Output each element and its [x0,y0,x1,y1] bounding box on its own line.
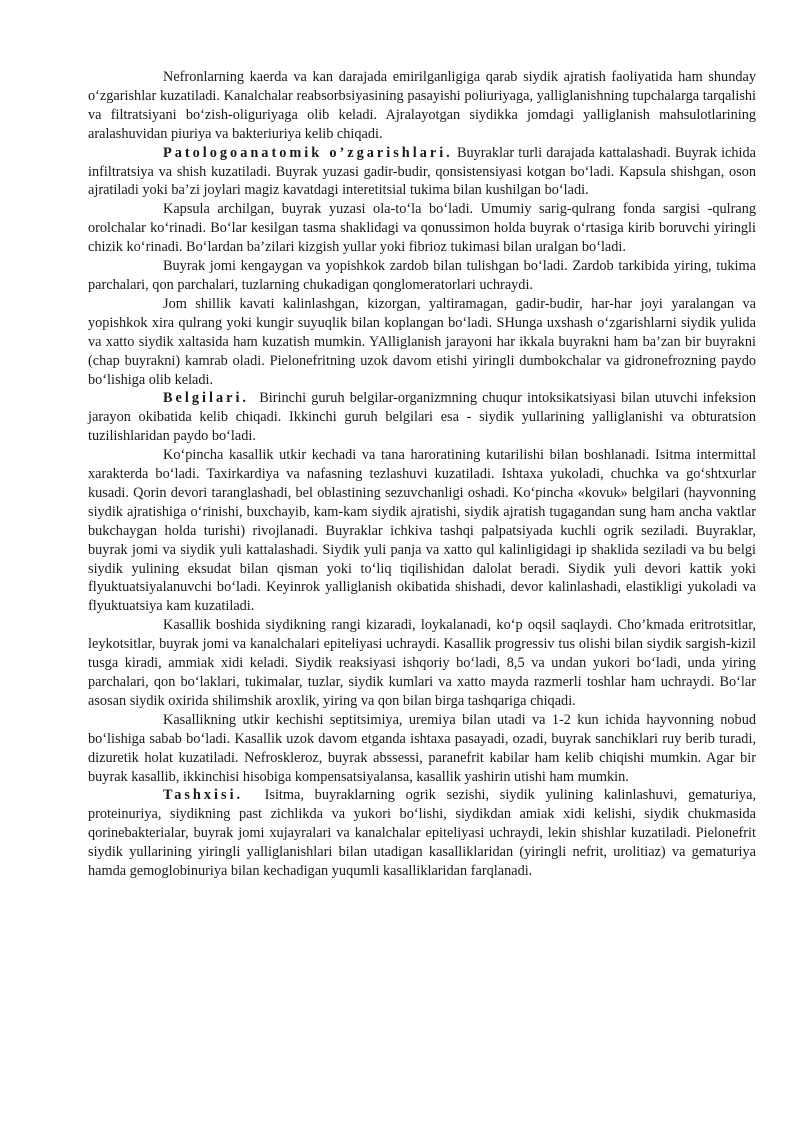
paragraph-1-text: Nefronlarning kaerda va kan darajada emirilganligiga qarab siydik ajratish faoliyatida ham shunday o‘zgarishlar kuzatiladi. Kanalchalar reabsorbsiyasining pasayishi poliuriyaga, yalliglanishning tupchalarga tarqalishi va filtratsiyani bo‘zish-oliguriyaga olib keladi. Ajralayotgan siydikka jomdagi yalliglanish mahsulotlarining aralashuvidan piuriya va bakteriuriya kelib chiqadi. [88,69,756,142]
paragraph-6 [88,389,756,446]
paragraph-9 [88,711,756,787]
section-heading-signs: Belgilari. [163,390,249,407]
paragraph-1 [88,68,756,144]
paragraph-9-text: Kasallikning utkir kechishi septitsimiya, uremiya bilan utadi va 1-2 kun ichida hayvonning nobud bo‘lishiga sabab bo‘ladi. Kasallik uzok davom etganda ishtaxa pasayadi, ozadi, buyrak sanchiklari ruy berib turadi, dizuretik holat kuzatiladi. Nefroskleroz, buyrak abssessi, paranefrit kabilar ham kelib chiqishi mumkin. Agar bir buyrak kasallib, ikkinchisi hisobiga kompensatsiyalansa, kasallik yashirin utishi ham mumkin. [88,711,756,785]
paragraph-2-text: Buyraklar turli darajada kattalashadi. Buyrak ichida infiltratsiya va shish kuzatiladi. Buyrak yuzasi gadir-budir, qonsistensiyasi kotgan bo‘ladi. Kapsula shishgan, oson ajratiladi yoki ba’zi joylari magiz kavatdagi interetitsial tukima bilan kushilgan bo‘ladi. [88,144,757,199]
section-heading-diagnosis: Tashxisi. [163,787,244,804]
paragraph-8-text: Kasallik boshida siydikning rangi kizaradi, loykalanadi, ko‘p oqsil saqlaydi. Cho’kmada eritrotsitlar, leykotsitlar, buyrak jomi va kanalchalari epiteliyasi uchraydi. Kasallik progressiv tus olishi bilan siydik sargish-kizil tusga kiradi, ammiak xidi keladi. Siydik reaksiyasi ishqoriy bo‘ladi, 8,5 va undan yukori bo‘ladi, unda yiring parchalari, qon bo‘laklari, tukimalar, tuzlar, siydik kumlari va xatto mayda razmerli toshlar ham uchraydi. Bo‘lar asosan siydik oxirida shilimshik aroxlik, yiring va qon bilan birga tashqariga chiqadi. [88,617,756,709]
paragraph-3-text: Kapsula archilgan, buyrak yuzasi ola-to‘la bo‘ladi. Umumiy sarig-qulrang fonda sargisi -qulrang orolchalar ko‘rinadi. Bo‘lar kesilgan tasma shaklidagi va qonussimon holda buyrak o‘rtasiga kirib boruvchi yiringli chizik ko‘rinadi. Bo‘lardan ba’zilari kizgish yullar yoki fibrioz tukimasi bilan uralgan bo‘ladi. [88,201,756,256]
paragraph-8 [88,616,756,711]
paragraph-4-text: Buyrak jomi kengaygan va yopishkok zardob bilan tulishgan bo‘ladi. Zardob tarkibida yiring, tukima parchalari, qon parchalari, tuzlarning chukadigan qonglomeratorlari uchraydi. [88,258,756,293]
section-heading-pathology: Patologoanatomik o’zgarishlari. [163,144,453,161]
paragraph-10-text: Isitma, buyraklarning ogrik sezishi, siydik yulining kalinlashuvi, gematuriya, proteinuriya, siydikning past zichlikda va yukori bo‘lishi, siydikdan amiak xidi kelishi, siydik chukmasida qorinebakterialar, buyrak jomi xujayralari va kanalchalar epiteliyasi uchraydi, lekin shishlar kuzatiladi. Pielonefrit siydik yullarining yiringli yalliglanishlari bilan utadigan kasalliklaridan (yiringli nefrit, urolitiaz) va gematuriya hamda gemoglobinuriya bilan kechadigan yuqumli kasalliklaridan farqlanadi. [88,787,756,880]
paragraph-7-text: Ko‘pincha kasallik utkir kechadi va tana haroratining kutarilishi bilan boshlanadi. Isitma intermittal xarakterda bo‘ladi. Taxirkardiya va nafasning tezlashuvi kuzatiladi. Ishtaxa yukoladi, chuchka va go‘shtxurlar kusadi. Qorin devori taranglashadi, bel oblastining sezuvchanligi oshadi. Ko‘pincha «kovuk» belgilari (hayvonning siydik ajratishiga o‘rinishi, buxchayib, kam-kam siydik ajratishi, siydik ajratish tugagandan sung ham ancha vaktlar bukchaygan holda turishi) rivojlanadi. Buyraklar ichkiva tashqi palpatsiyada kuchli ogrik seziladi. Buyraklar, buyrak jomi va siydik yuli kattalashadi. Siydik yuli panja va xatto qul kalinligidagi ip shaklida seziladi va bu belgi siydik yulining eksudat bilan qisman yoki to‘liq tiqilishidan dalolat beradi. Siydik yuli devori kattik yoki flyuktuatsiyalanuvchi bo‘ladi. Keyinrok yalliglanish okibatida shishadi, devor kalinlashadi, elastikligi yukoladi va flyuktuatsiya kam kuzatiladi. [88,447,756,615]
paragraph-10 [88,786,756,881]
paragraph-2 [88,144,756,201]
paragraph-3 [88,200,756,257]
paragraph-7 [88,446,756,616]
paragraph-5 [88,295,756,390]
paragraph-4 [88,257,756,295]
paragraph-6-text: Birinchi guruh belgilar-organizmning chuqur intoksikatsiyasi bilan utuvchi infeksion jarayon okibatida kelib chiqadi. Ikkinchi guruh belgilari esa - siydik yullarining yalliglanishi va obturatsion tuzilishlaridan paydo bo‘ladi. [88,390,756,445]
paragraph-5-text: Jom shillik kavati kalinlashgan, kizorgan, yaltiramagan, gadir-budir, har-har joyi yaralangan va yopishkok xira qulrang yoki kungir suyuqlik bilan koplangan bo‘ladi. SHunga uxshash o‘zgarishlarni siydik yulida va xatto siydik xaltasida ham kuzatish mumkin. YAlliglanish jarayoni har ikkala buyrakni ham ba’zan bir buyrakni (chap buyrakni) kamrab oladi. Pielonefritning uzok davom etishi yiringli dumbokchalar va gidronefrozning paydo bo‘lishiga olib keladi. [88,295,756,388]
